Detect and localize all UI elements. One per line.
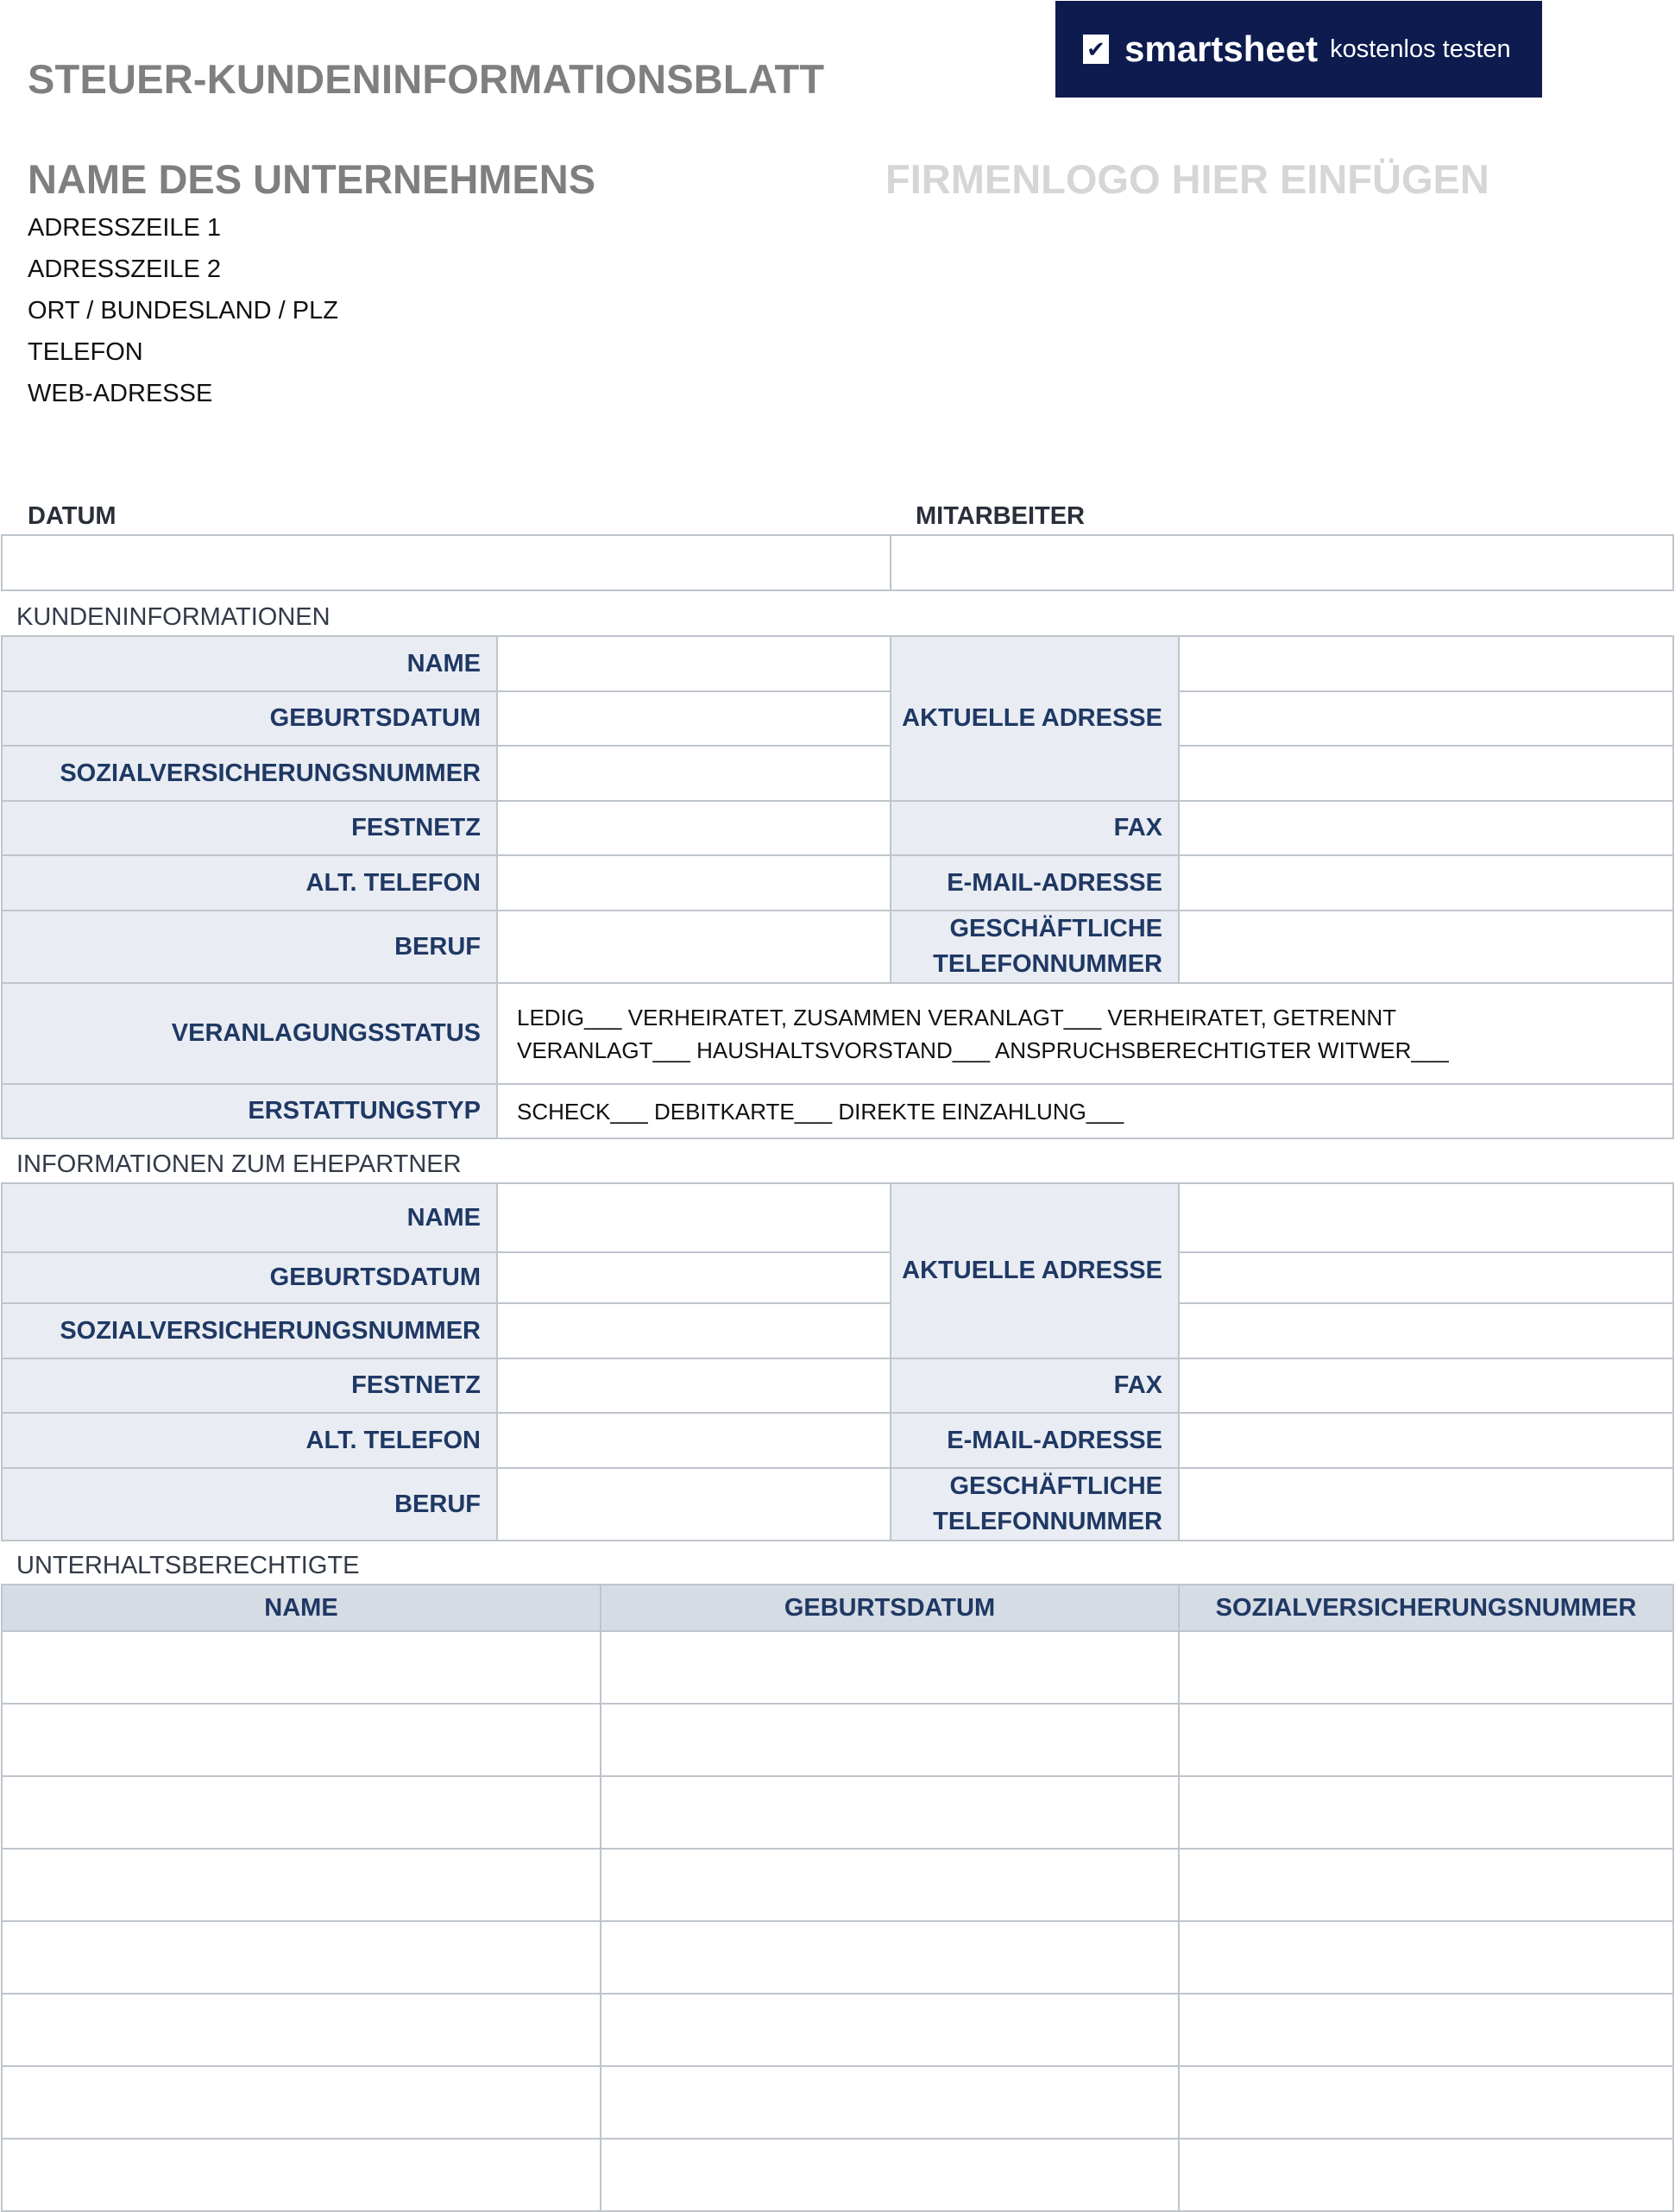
client-birthdate-label: GEBURTSDATUM: [2, 691, 497, 746]
dependent-ssn-cell[interactable]: [1179, 1704, 1673, 1776]
address-line: WEB-ADRESSE: [28, 380, 213, 407]
spouse-address-field[interactable]: [1179, 1183, 1673, 1252]
client-business-phone-field[interactable]: [1179, 911, 1673, 983]
logo-placeholder: FIRMENLOGO HIER EINFÜGEN: [885, 156, 1489, 202]
date-field[interactable]: [2, 535, 891, 590]
client-landline-field[interactable]: [497, 801, 891, 855]
client-fax-label: FAX: [891, 801, 1179, 855]
checkmark-icon: ✔: [1083, 35, 1109, 64]
spouse-email-field[interactable]: [1179, 1413, 1673, 1468]
client-address-field[interactable]: [1179, 746, 1673, 801]
spouse-business-phone-label-line: GESCHÄFTLICHE: [949, 1472, 1162, 1500]
spouse-name-field[interactable]: [497, 1183, 891, 1252]
address-line: TELEFON: [28, 338, 143, 366]
spouse-name-label: NAME: [2, 1183, 497, 1252]
spouse-address-field[interactable]: [1179, 1252, 1673, 1303]
client-email-label: E-MAIL-ADRESSE: [891, 855, 1179, 911]
dependent-ssn-cell[interactable]: [1179, 1994, 1673, 2066]
dependent-ssn-cell[interactable]: [1179, 1776, 1673, 1849]
dependents-col-ssn: SOZIALVERSICHERUNGSNUMMER: [1179, 1585, 1673, 1631]
dependent-birthdate-cell[interactable]: [601, 1776, 1179, 1849]
client-landline-label: FESTNETZ: [2, 801, 497, 855]
date-label: DATUM: [28, 502, 116, 530]
table-row: [2, 2139, 1673, 2211]
dependent-name-cell[interactable]: [2, 1704, 601, 1776]
dependent-ssn-cell[interactable]: [1179, 1921, 1673, 1994]
banner-cta: kostenlos testen: [1330, 35, 1511, 63]
address-line: ORT / BUNDESLAND / PLZ: [28, 297, 338, 325]
filing-options-line: LEDIG___ VERHEIRATET, ZUSAMMEN VERANLAGT___ VERHEIRATET, GETRENNT: [517, 1004, 1397, 1030]
address-line: ADRESSZEILE 1: [28, 214, 222, 242]
spouse-section-title: INFORMATIONEN ZUM EHEPARTNER: [16, 1150, 462, 1178]
dependent-birthdate-cell[interactable]: [601, 1921, 1179, 1994]
client-alt-phone-label: ALT. TELEFON: [2, 855, 497, 911]
spouse-landline-field[interactable]: [497, 1358, 891, 1413]
spouse-business-phone-label-line: TELEFONNUMMER: [933, 1508, 1162, 1535]
spouse-landline-label: FESTNETZ: [2, 1358, 497, 1413]
spouse-job-field[interactable]: [497, 1468, 891, 1541]
client-business-phone-label: [891, 911, 1179, 983]
client-refund-type-options[interactable]: [497, 1084, 1673, 1138]
dependent-ssn-cell[interactable]: [1179, 1849, 1673, 1921]
dependent-name-cell[interactable]: [2, 2139, 601, 2211]
client-business-phone-label-line: TELEFONNUMMER: [933, 950, 1162, 978]
spouse-birthdate-label: GEBURTSDATUM: [2, 1252, 497, 1303]
refund-options-line: SCHECK___ DEBITKARTE___ DIREKTE EINZAHLUNG___: [517, 1098, 1124, 1125]
client-job-label: BERUF: [2, 911, 497, 983]
dependent-ssn-cell[interactable]: [1179, 1631, 1673, 1704]
spouse-fax-field[interactable]: [1179, 1358, 1673, 1413]
company-name: NAME DES UNTERNEHMENS: [28, 156, 596, 202]
spouse-birthdate-field[interactable]: [497, 1252, 891, 1303]
client-job-field[interactable]: [497, 911, 891, 983]
date-employee-table: [1, 534, 1674, 591]
client-table: [1, 635, 1674, 1139]
spouse-ssn-field[interactable]: [497, 1303, 891, 1358]
spouse-alt-phone-label: ALT. TELEFON: [2, 1413, 497, 1468]
client-refund-type-label: ERSTATTUNGSTYP: [2, 1084, 497, 1138]
spouse-fax-label: FAX: [891, 1358, 1179, 1413]
table-row: [2, 1704, 1673, 1776]
dependent-birthdate-cell[interactable]: [601, 1994, 1179, 2066]
spouse-address-label: AKTUELLE ADRESSE: [891, 1183, 1179, 1358]
dependents-section-title: UNTERHALTSBERECHTIGTE: [16, 1552, 360, 1579]
filing-options-line: VERANLAGT___ HAUSHALTSVORSTAND___ ANSPRUCHSBERECHTIGTER WITWER___: [517, 1037, 1449, 1063]
dependents-col-birthdate: GEBURTSDATUM: [601, 1585, 1179, 1631]
dependent-ssn-cell[interactable]: [1179, 2066, 1673, 2139]
spouse-ssn-label: SOZIALVERSICHERUNGSNUMMER: [2, 1303, 497, 1358]
client-alt-phone-field[interactable]: [497, 855, 891, 911]
client-name-field[interactable]: [497, 636, 891, 691]
dependent-name-cell[interactable]: [2, 1994, 601, 2066]
client-section-title: KUNDENINFORMATIONEN: [16, 603, 331, 631]
client-name-label: NAME: [2, 636, 497, 691]
client-ssn-label: SOZIALVERSICHERUNGSNUMMER: [2, 746, 497, 801]
spouse-business-phone-label: [891, 1468, 1179, 1541]
client-email-field[interactable]: [1179, 855, 1673, 911]
table-row: [2, 2066, 1673, 2139]
table-row: [2, 1631, 1673, 1704]
smartsheet-banner[interactable]: [1055, 1, 1542, 98]
dependent-birthdate-cell[interactable]: [601, 1631, 1179, 1704]
dependent-name-cell[interactable]: [2, 1849, 601, 1921]
banner-brand: smartsheet: [1124, 28, 1319, 69]
dependent-name-cell[interactable]: [2, 1776, 601, 1849]
spouse-job-label: BERUF: [2, 1468, 497, 1541]
spouse-table: [1, 1182, 1674, 1541]
dependent-birthdate-cell[interactable]: [601, 2139, 1179, 2211]
client-business-phone-label-line: GESCHÄFTLICHE: [949, 915, 1162, 942]
client-birthdate-field[interactable]: [497, 691, 891, 746]
client-filing-status-options[interactable]: [497, 983, 1673, 1084]
dependent-name-cell[interactable]: [2, 2066, 601, 2139]
dependents-col-name: NAME: [2, 1585, 601, 1631]
spouse-business-phone-field[interactable]: [1179, 1468, 1673, 1541]
table-row: [2, 1921, 1673, 1994]
client-address-field[interactable]: [1179, 636, 1673, 691]
client-address-label: AKTUELLE ADRESSE: [891, 636, 1179, 801]
client-filing-status-label: VERANLAGUNGSSTATUS: [2, 983, 497, 1084]
dependent-ssn-cell[interactable]: [1179, 2139, 1673, 2211]
table-row: [2, 1994, 1673, 2066]
client-ssn-field[interactable]: [497, 746, 891, 801]
address-line: ADRESSZEILE 2: [28, 255, 222, 283]
employee-label: MITARBEITER: [916, 502, 1086, 530]
dependents-table: [1, 1584, 1674, 2212]
client-address-field[interactable]: [1179, 691, 1673, 746]
dependent-birthdate-cell[interactable]: [601, 1704, 1179, 1776]
dependent-birthdate-cell[interactable]: [601, 1849, 1179, 1921]
client-fax-field[interactable]: [1179, 801, 1673, 855]
dependent-name-cell[interactable]: [2, 1631, 601, 1704]
dependent-birthdate-cell[interactable]: [601, 2066, 1179, 2139]
page-title: STEUER-KUNDENINFORMATIONSBLATT: [28, 56, 825, 102]
spouse-email-label: E-MAIL-ADRESSE: [891, 1413, 1179, 1468]
employee-field[interactable]: [891, 535, 1673, 590]
spouse-address-field[interactable]: [1179, 1303, 1673, 1358]
table-row: [2, 1849, 1673, 1921]
dependent-name-cell[interactable]: [2, 1921, 601, 1994]
spouse-alt-phone-field[interactable]: [497, 1413, 891, 1468]
table-row: [2, 1776, 1673, 1849]
